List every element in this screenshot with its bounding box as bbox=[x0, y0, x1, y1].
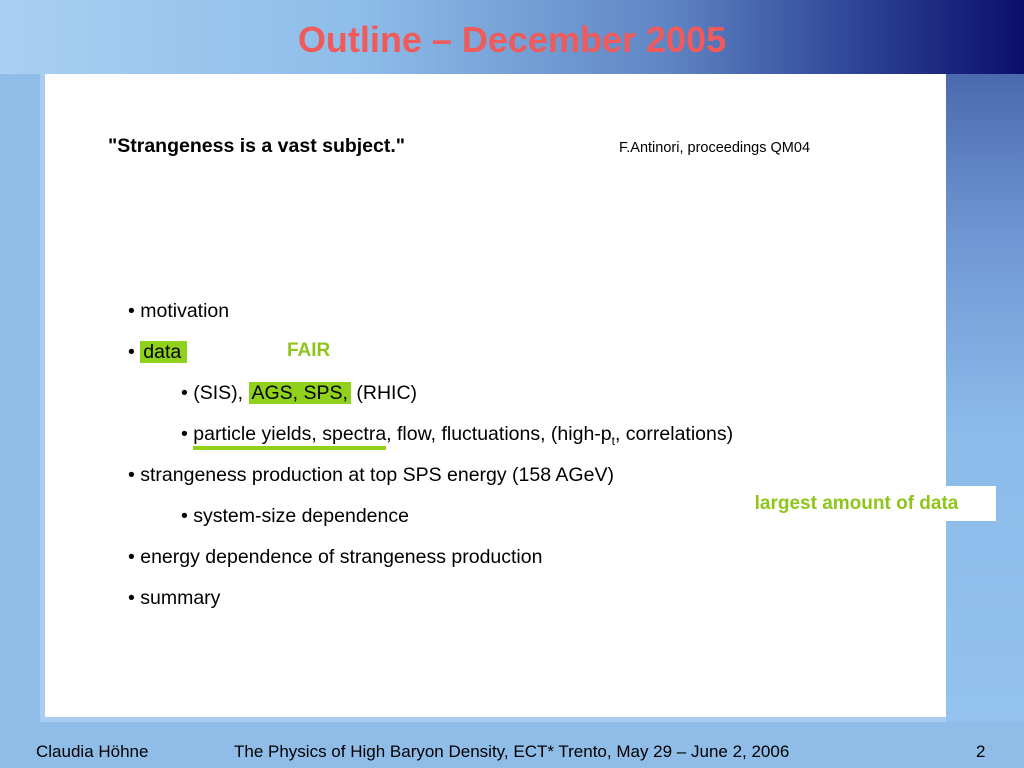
bullet-system-size: • system-size dependence bbox=[181, 505, 409, 527]
bullet-summary: • summary bbox=[128, 587, 221, 609]
content-panel bbox=[40, 74, 946, 722]
pt-subscript: t bbox=[611, 433, 615, 448]
footer-event: The Physics of High Baryon Density, ECT* Trento, May 29 – June 2, 2006 bbox=[234, 742, 790, 761]
slide-title: Outline – December 2005 bbox=[297, 19, 727, 60]
ags-sps-highlight: AGS, SPS, bbox=[249, 382, 351, 404]
bullet-data-prefix: • bbox=[128, 341, 141, 363]
quote: "Strangeness is a vast subject." bbox=[108, 135, 406, 157]
bullet-strangeness-top-sps: • strangeness production at top SPS energy (158 AGeV) bbox=[128, 464, 614, 486]
bullet-observables bbox=[181, 421, 733, 454]
bullet-accelerators bbox=[181, 380, 417, 406]
yields-underlined: particle yields, spectra bbox=[193, 423, 386, 450]
bullet-data bbox=[128, 339, 187, 365]
rhic-text: (RHIC) bbox=[350, 382, 418, 404]
bullet-energy-dependence: • energy dependence of strangeness production bbox=[128, 546, 543, 568]
observables-rest: , flow, fluctuations, (high-p bbox=[386, 423, 612, 445]
callout-largest-data: largest amount of data bbox=[717, 486, 996, 521]
bullet-motivation: • motivation bbox=[128, 300, 230, 322]
citation: F.Antinori, proceedings QM04 bbox=[619, 140, 811, 156]
fair-label: FAIR bbox=[287, 340, 331, 361]
footer-author: Claudia Höhne bbox=[36, 742, 149, 761]
observables-end: , correlations) bbox=[614, 423, 734, 445]
data-highlight: data bbox=[140, 341, 187, 363]
page-number: 2 bbox=[976, 742, 986, 761]
observables-prefix: • bbox=[181, 423, 194, 445]
right-decorative-band bbox=[946, 74, 1024, 722]
sis-text: • (SIS), bbox=[181, 382, 249, 404]
